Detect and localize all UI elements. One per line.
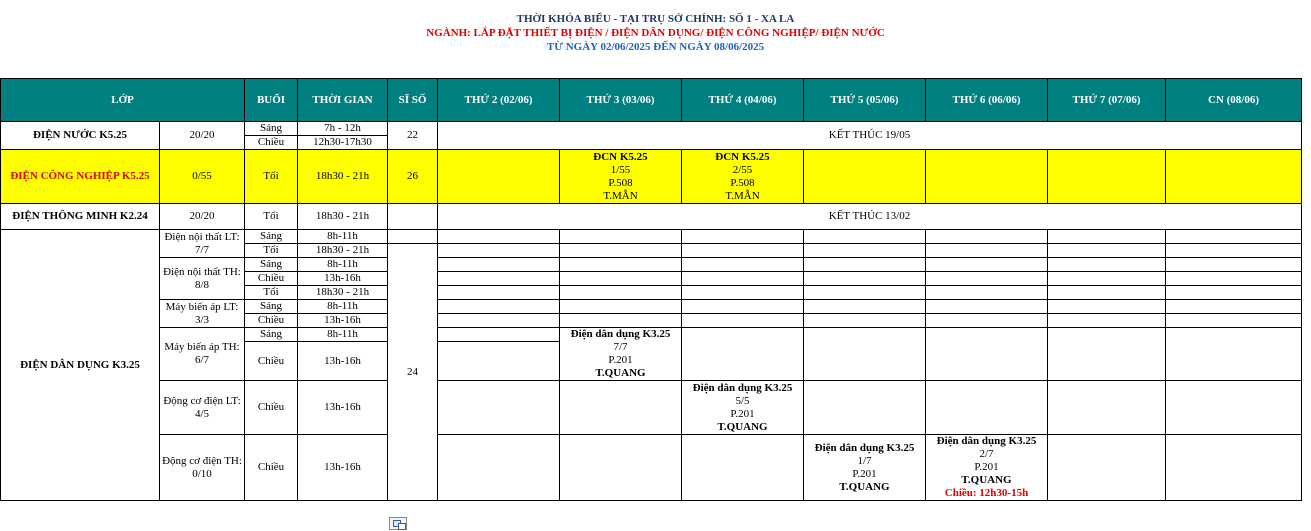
lesson-teacher: T.MẪN <box>725 189 760 202</box>
session-cell: Tối <box>245 286 298 300</box>
schedule-cell <box>804 150 926 204</box>
lesson-progress: 1/7 <box>857 454 872 467</box>
subject-label: Điện nội thất LT: 7/7 <box>160 230 245 258</box>
siso-cell: 26 <box>388 150 438 204</box>
end-note: KẾT THÚC 19/05 <box>438 122 1302 150</box>
col-header-lop: LỚP <box>1 79 245 122</box>
time-cell: 18h30 - 21h <box>298 204 388 230</box>
lesson-class: Điện dân dụng K3.25 <box>692 381 793 394</box>
lesson-note: Chiều: 12h30-15h <box>944 487 1029 499</box>
col-header-day: THỨ 7 (07/06) <box>1048 79 1166 122</box>
lesson-class: Điện dân dụng K3.25 <box>570 328 671 340</box>
session-cell: Sáng <box>245 122 298 136</box>
class-name: ĐIỆN THÔNG MINH K2.24 <box>1 204 160 230</box>
header-row <box>1 79 1302 122</box>
session-cell: Chiều <box>245 136 298 150</box>
col-header-day: THỨ 6 (06/06) <box>926 79 1048 122</box>
class-name: ĐIỆN CÔNG NGHIỆP K5.25 <box>1 150 160 204</box>
schedule-cell <box>560 328 682 381</box>
session-cell: Chiều <box>245 314 298 328</box>
table-row <box>1 381 1302 435</box>
siso-cell: 22 <box>388 122 438 150</box>
lesson-progress: 1/55 <box>610 163 631 176</box>
session-cell: Tối <box>245 244 298 258</box>
col-header-buoi: BUỔI <box>245 79 298 122</box>
subject-label: Máy biến áp LT: 3/3 <box>160 300 245 328</box>
lesson-teacher: T.QUANG <box>961 474 1012 486</box>
time-cell: 8h-11h <box>298 328 388 342</box>
lesson-class: ĐCN K5.25 <box>593 150 648 163</box>
session-cell: Chiều <box>245 272 298 286</box>
siso-cell <box>388 230 438 244</box>
time-cell: 18h30 - 21h <box>298 150 388 204</box>
col-header-day: THỨ 5 (05/06) <box>804 79 926 122</box>
title-line-2: NGÀNH: LẮP ĐẶT THIẾT BỊ ĐIỆN / ĐIỆN DÂN DỤNG/ ĐIỆN CÔNG NGHIỆP/ ĐIỆN NƯỚC <box>426 27 885 39</box>
schedule-cell <box>438 150 560 204</box>
time-cell: 8h-11h <box>298 230 388 244</box>
session-cell: Tối <box>245 204 298 230</box>
schedule-cell <box>1166 150 1302 204</box>
table-row <box>1 435 1302 501</box>
schedule-cell <box>926 150 1048 204</box>
class-ratio: 20/20 <box>160 204 245 230</box>
lesson-teacher: T.MẪN <box>603 189 638 202</box>
col-header-thoigian: THỜI GIAN <box>298 79 388 122</box>
siso-cell: 24 <box>388 244 438 501</box>
time-cell: 13h-16h <box>298 435 388 501</box>
lesson-class: Điện dân dụng K3.25 <box>814 441 915 454</box>
col-header-siso: SĨ SỐ <box>388 79 438 122</box>
table-row <box>1 230 1302 244</box>
schedule-cell <box>926 435 1048 501</box>
class-ratio: 20/20 <box>160 122 245 150</box>
lesson-room: P.201 <box>608 354 633 366</box>
lesson-class: Điện dân dụng K3.25 <box>936 435 1037 447</box>
time-cell: 18h30 - 21h <box>298 244 388 258</box>
table-row <box>1 204 1302 230</box>
time-cell: 13h-16h <box>298 272 388 286</box>
lesson-teacher: T.QUANG <box>717 420 768 433</box>
col-header-day: THỨ 3 (03/06) <box>560 79 682 122</box>
table-row <box>1 328 1302 342</box>
session-cell: Sáng <box>245 258 298 272</box>
schedule-cell <box>682 150 804 204</box>
session-cell: Sáng <box>245 300 298 314</box>
lesson-room: P.508 <box>730 176 755 189</box>
table-row <box>1 258 1302 272</box>
paste-options-icon[interactable] <box>389 517 407 530</box>
class-name: ĐIỆN DÂN DỤNG K3.25 <box>1 230 160 501</box>
lesson-class: ĐCN K5.25 <box>715 150 770 163</box>
time-cell: 13h-16h <box>298 342 388 381</box>
time-cell: 7h - 12h <box>298 122 388 136</box>
schedule-cell <box>1048 150 1166 204</box>
class-name: ĐIỆN NƯỚC K5.25 <box>1 122 160 150</box>
schedule-cell <box>804 435 926 501</box>
title-line-3: TỪ NGÀY 02/06/2025 ĐẾN NGÀY 08/06/2025 <box>546 41 765 53</box>
session-cell: Chiều <box>245 435 298 501</box>
session-cell: Chiều <box>245 381 298 435</box>
time-cell: 8h-11h <box>298 258 388 272</box>
title-line-1: THỜI KHÓA BIỂU - TẠI TRỤ SỞ CHÍNH: SỐ 1 - XA LA <box>516 13 795 25</box>
lesson-room: P.201 <box>974 461 999 473</box>
session-cell: Tối <box>245 150 298 204</box>
lesson-progress: 7/7 <box>613 341 628 353</box>
class-ratio: 0/55 <box>160 150 245 204</box>
end-note: KẾT THÚC 13/02 <box>438 204 1302 230</box>
table-row-highlighted <box>1 150 1302 204</box>
lesson-teacher: T.QUANG <box>839 480 890 493</box>
lesson-progress: 2/7 <box>979 448 994 460</box>
lesson-progress: 5/5 <box>735 394 750 407</box>
siso-cell <box>388 204 438 230</box>
subject-label: Động cơ điện LT: 4/5 <box>160 381 245 435</box>
time-cell: 18h30 - 21h <box>298 286 388 300</box>
schedule-cell <box>682 381 804 435</box>
lesson-room: P.508 <box>608 176 633 189</box>
lesson-room: P.201 <box>852 467 877 480</box>
session-cell: Chiều <box>245 342 298 381</box>
schedule-cell <box>560 150 682 204</box>
time-cell: 12h30-17h30 <box>298 136 388 150</box>
time-cell: 13h-16h <box>298 381 388 435</box>
subject-label: Động cơ điện TH: 0/10 <box>160 435 245 501</box>
session-cell: Sáng <box>245 328 298 342</box>
col-header-day: THỨ 4 (04/06) <box>682 79 804 122</box>
subject-label: Điện nội thất TH: 8/8 <box>160 258 245 300</box>
lesson-teacher: T.QUANG <box>595 367 646 379</box>
col-header-day: CN (08/06) <box>1166 79 1302 122</box>
lesson-room: P.201 <box>730 407 755 420</box>
session-cell: Sáng <box>245 230 298 244</box>
timetable <box>0 78 1302 501</box>
table-row <box>1 122 1302 136</box>
time-cell: 13h-16h <box>298 314 388 328</box>
lesson-progress: 2/55 <box>732 163 753 176</box>
subject-label: Máy biến áp TH: 6/7 <box>160 328 245 381</box>
time-cell: 8h-11h <box>298 300 388 314</box>
table-row <box>1 300 1302 314</box>
col-header-day: THỨ 2 (02/06) <box>438 79 560 122</box>
